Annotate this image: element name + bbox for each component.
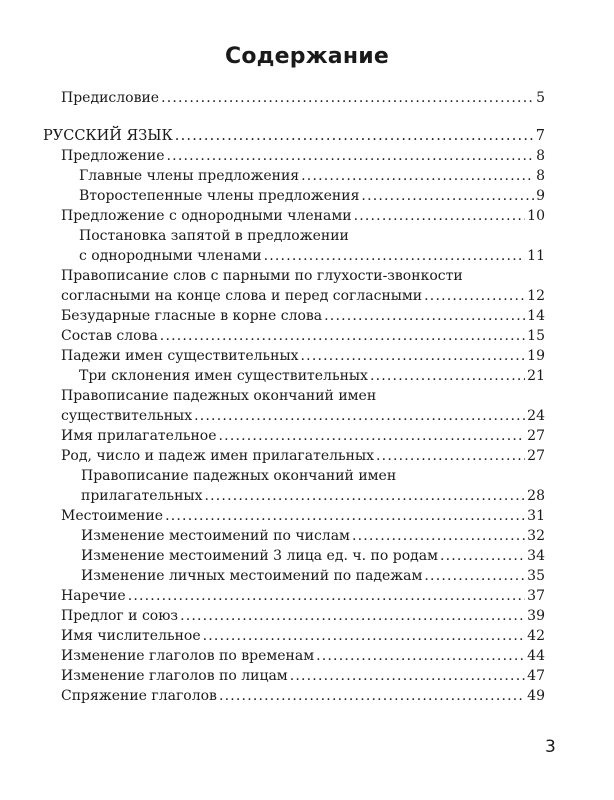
toc-entry (61, 666, 545, 686)
toc-entry (61, 506, 545, 526)
toc-entry (61, 406, 545, 426)
toc-leader-dots (180, 606, 525, 626)
toc-entry-page: 7 (535, 128, 545, 144)
toc-entry-page: 44 (527, 648, 545, 664)
toc-entry (61, 586, 545, 606)
toc-leader-dots (203, 626, 526, 646)
toc-entry-text: Спряжение глаголов (61, 688, 217, 704)
toc-entry-text: Падежи имен существительных (61, 348, 299, 364)
toc-leader-dots (219, 686, 525, 706)
toc-leader-dots (424, 286, 525, 306)
toc-subentry (81, 486, 545, 506)
toc-leader-dots (194, 406, 525, 426)
toc-leader-dots (354, 206, 526, 226)
toc-leader-dots (264, 246, 526, 266)
toc-leader-dots (316, 646, 525, 666)
toc-entry-text: Изменение глаголов по временам (61, 648, 315, 664)
toc-entry-text: Наречие (61, 588, 126, 604)
toc-entry-text: Состав слова (61, 328, 158, 344)
toc-entry-text: Имя прилагательное (61, 428, 217, 444)
toc-entry (61, 426, 545, 446)
toc-subentry (81, 526, 545, 546)
toc-entry-page: 32 (527, 528, 545, 544)
toc-entry-text: Изменение личных местоимений по падежам (81, 568, 423, 584)
toc-entry-page: 15 (527, 328, 545, 344)
toc-entry (61, 146, 545, 166)
toc-entry-text: Род, число и падеж имен прилагательных (61, 448, 375, 464)
toc-leader-dots (161, 88, 534, 108)
toc-leader-dots (160, 326, 525, 346)
toc-entry-preface (61, 88, 545, 108)
toc-entry-text: Главные члены предложения (79, 168, 300, 184)
toc-entry-page: 35 (527, 568, 545, 584)
toc-subentry (79, 366, 545, 386)
toc-leader-dots (370, 366, 525, 386)
toc-entry-page: 12 (527, 288, 545, 304)
toc-entry (61, 686, 545, 706)
toc-entry-text: Предложение (61, 148, 165, 164)
toc-entry-page: 19 (527, 348, 545, 364)
toc-entry-page: 47 (527, 668, 545, 684)
toc-leader-dots (301, 346, 526, 366)
toc-leader-dots (167, 146, 535, 166)
toc-leader-dots (440, 546, 525, 566)
toc-entry-text: Изменение местоимений 3 лица ед. ч. по родам (81, 548, 438, 564)
toc-entry-text: РУССКИЙ ЯЗЫК (43, 128, 173, 144)
toc-subentry (79, 246, 545, 266)
toc-entry (61, 306, 545, 326)
toc-entry-text: Три склонения имен существительных (79, 368, 368, 384)
toc-entry-page: 5 (536, 90, 545, 106)
toc-entry-text: с однородными членами (79, 248, 262, 264)
toc-entry (61, 626, 545, 646)
toc-leader-dots (361, 186, 534, 206)
toc-entry-page: 11 (527, 248, 545, 264)
toc-leader-dots (290, 666, 525, 686)
toc-entry-page: 14 (527, 308, 545, 324)
toc-subentry-line1: Правописание падежных окончаний имен (81, 468, 397, 484)
toc-entry-page: 8 (536, 168, 545, 184)
toc-entry-text: прилагательных (81, 488, 203, 504)
toc-entry (61, 286, 545, 306)
toc-leader-dots (128, 586, 525, 606)
toc-subentry (81, 566, 545, 586)
toc-entry-page: 21 (527, 368, 545, 384)
toc-entry-page: 49 (527, 688, 545, 704)
toc-leader-dots (424, 566, 525, 586)
toc-entry-text: Имя числительное (61, 628, 201, 644)
toc-entry (61, 606, 545, 626)
toc-entry-page: 9 (536, 188, 545, 204)
toc-leader-dots (324, 306, 525, 326)
page-title: Содержание (225, 44, 389, 69)
toc-entry (61, 326, 545, 346)
toc-entry-page: 8 (536, 148, 545, 164)
toc-leader-dots (376, 446, 525, 466)
toc-subentry (81, 546, 545, 566)
toc-entry-page: 24 (527, 408, 545, 424)
toc-entry-page: 27 (527, 448, 545, 464)
toc-entry-page: 27 (527, 428, 545, 444)
toc-leader-dots (219, 426, 526, 446)
toc-entry (61, 346, 545, 366)
toc-entry-page: 39 (527, 608, 545, 624)
toc-entry-line1: Правописание падежных окончаний имен (61, 388, 377, 404)
toc-entry-text: Безударные гласные в корне слова (61, 308, 323, 324)
page-number: 3 (545, 737, 556, 757)
toc-entry-line1: Правописание слов с парными по глухости-звонкости (61, 268, 463, 284)
toc-leader-dots (165, 506, 525, 526)
toc-leader-dots (352, 526, 525, 546)
toc-entry-text: Предложение с однородными членами (61, 208, 352, 224)
toc-entry-text: Местоимение (61, 508, 164, 524)
toc-leader-dots (301, 166, 534, 186)
toc-entry-page: 28 (527, 488, 545, 504)
toc-entry-text: Изменение местоимений по числам (81, 528, 350, 544)
toc-entry-page: 42 (527, 628, 545, 644)
toc-entry-text: Предлог и союз (61, 608, 179, 624)
toc-entry (61, 646, 545, 666)
toc-entry-page: 31 (527, 508, 545, 524)
toc-subentry (79, 166, 545, 186)
toc-entry (61, 446, 545, 466)
toc-entry-page: 37 (527, 588, 545, 604)
toc-entry-page: 10 (527, 208, 545, 224)
toc-entry (61, 206, 545, 226)
toc-entry-page: 34 (527, 548, 545, 564)
toc-leader-dots (204, 486, 525, 506)
toc-entry-text: Предисловие (61, 90, 160, 106)
toc-entry-text: Второстепенные члены предложения (79, 188, 360, 204)
toc-entry-text: согласными на конце слова и перед согласными (61, 288, 423, 304)
toc-subentry-line1: Постановка запятой в предложении (79, 228, 349, 244)
toc-entry-text: существительных (61, 408, 193, 424)
toc-entry-section (43, 126, 545, 146)
toc-entry-text: Изменение глаголов по лицам (61, 668, 288, 684)
toc-leader-dots (175, 126, 534, 146)
toc-subentry (79, 186, 545, 206)
